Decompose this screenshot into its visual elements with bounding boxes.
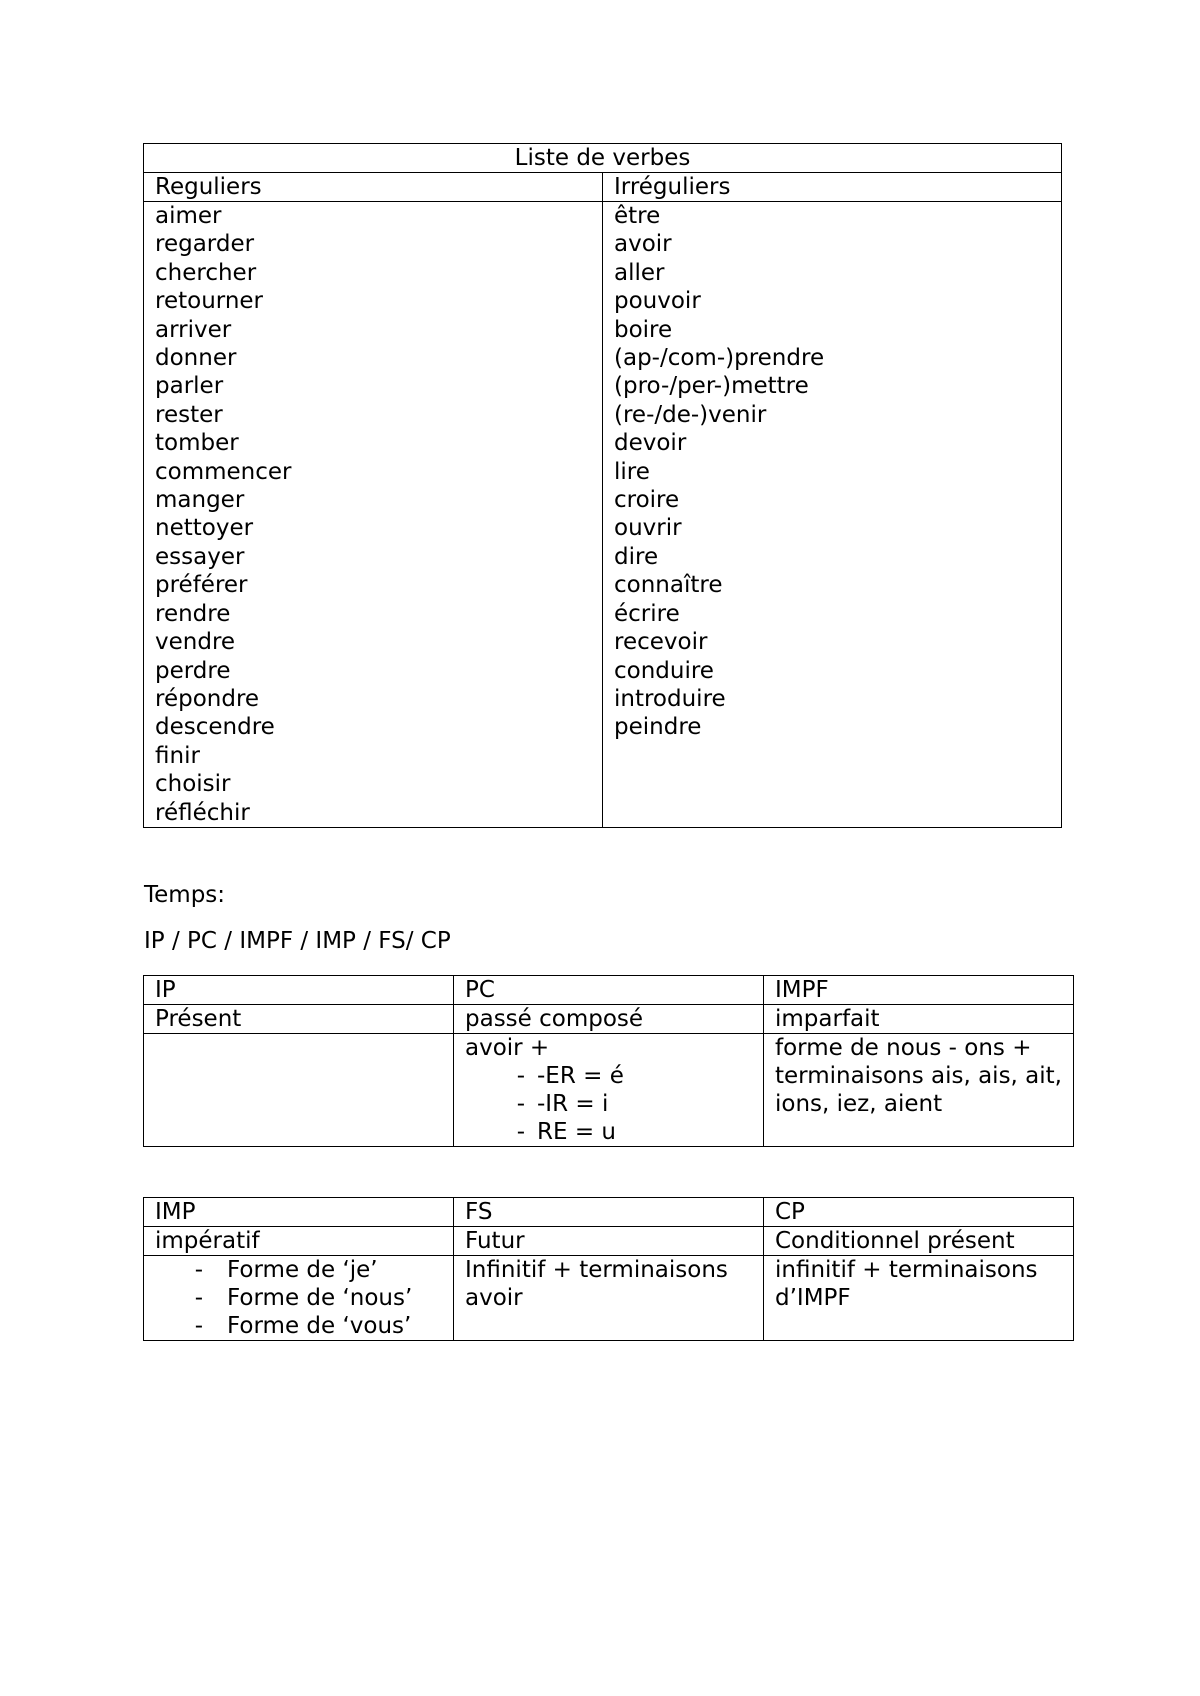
tenses-table-2 — [143, 1197, 1074, 1341]
fs-rule-cell: Infinitif + terminaisons avoir — [454, 1256, 764, 1341]
regular-verb: essayer — [155, 543, 245, 570]
ip-rule-cell — [144, 1034, 454, 1147]
regular-verb: retourner — [155, 288, 264, 315]
imp-rules-list — [155, 1256, 453, 1340]
dash-bullet: - — [194, 1257, 203, 1283]
irregular-verb: écrire — [614, 600, 680, 627]
irregular-verb: introduire — [614, 685, 726, 712]
regular-verbs-cell — [144, 202, 603, 828]
regular-verb: réfléchir — [155, 799, 250, 826]
regular-verb: rester — [155, 401, 223, 428]
regular-verb: commencer — [155, 458, 292, 485]
regular-verb: répondre — [155, 685, 260, 712]
irregular-verb: (ap-/com-)prendre — [614, 345, 825, 372]
imp-rule — [155, 1312, 453, 1340]
irregular-verbs-list — [614, 202, 1061, 742]
dash-bullet: - — [516, 1119, 525, 1145]
regular-verb: finir — [155, 742, 200, 769]
irregular-verbs-cell — [603, 202, 1062, 828]
irregular-verb: (re-/de-)venir — [614, 401, 767, 428]
tense-code-cp: CP — [764, 1198, 1074, 1227]
pc-rule-text: -IR = i — [537, 1091, 609, 1117]
tense-code-impf: IMPF — [764, 976, 1074, 1005]
imp-rule — [155, 1256, 453, 1284]
temps-codes: IP / PC / IMPF / IMP / FS/ CP — [144, 928, 451, 954]
irregular-verb: peindre — [614, 714, 702, 741]
tense-code-ip: IP — [144, 976, 454, 1005]
imp-rule — [155, 1284, 453, 1312]
tense-name-imp: impératif — [144, 1227, 454, 1256]
regular-verb: tomber — [155, 430, 239, 457]
irregular-verb: dire — [614, 543, 659, 570]
regular-verb: nettoyer — [155, 515, 254, 542]
regular-verb: chercher — [155, 259, 257, 286]
irregular-verb: boire — [614, 316, 673, 343]
tense-name-pc: passé composé — [454, 1005, 764, 1034]
dash-bullet: - — [194, 1285, 203, 1311]
irregular-verb: ouvrir — [614, 515, 682, 542]
dash-bullet: - — [194, 1313, 203, 1339]
pc-intro: avoir + — [465, 1035, 550, 1061]
regular-verb: vendre — [155, 629, 236, 656]
pc-rules-list — [465, 1062, 763, 1146]
pc-rule-text: -ER = é — [537, 1063, 624, 1089]
irregular-verb: (pro-/per-)mettre — [614, 373, 809, 400]
irregular-verb: être — [614, 203, 661, 229]
irregular-header: Irréguliers — [603, 173, 1062, 202]
cp-rule-cell: infinitif + terminaisons d’IMPF — [764, 1256, 1074, 1341]
tense-code-imp: IMP — [144, 1198, 454, 1227]
tense-name-cp: Conditionnel présent — [764, 1227, 1074, 1256]
verb-list-table — [143, 143, 1062, 828]
pc-rule — [465, 1118, 763, 1146]
pc-rule — [465, 1090, 763, 1118]
pc-rule — [465, 1062, 763, 1090]
irregular-verb: devoir — [614, 430, 687, 457]
tenses-table-1 — [143, 975, 1074, 1147]
tense-name-fs: Futur — [454, 1227, 764, 1256]
tense-name-impf: imparfait — [764, 1005, 1074, 1034]
irregular-verb: pouvoir — [614, 288, 701, 315]
regular-verb: préférer — [155, 572, 248, 599]
imp-rule-text: Forme de ‘je’ — [227, 1257, 378, 1283]
tense-code-fs: FS — [454, 1198, 764, 1227]
regular-verb: arriver — [155, 316, 232, 343]
irregular-verb: lire — [614, 458, 650, 485]
irregular-verb: aller — [614, 259, 665, 286]
irregular-verb: connaître — [614, 572, 723, 599]
irregular-verb: croire — [614, 487, 680, 514]
regular-verb: manger — [155, 487, 245, 514]
temps-label: Temps: — [144, 882, 226, 908]
dash-bullet: - — [516, 1091, 525, 1117]
imp-rule-text: Forme de ‘vous’ — [227, 1313, 412, 1339]
imp-rule-text: Forme de ‘nous’ — [227, 1285, 413, 1311]
irregular-verb: conduire — [614, 657, 714, 684]
irregular-verb: avoir — [614, 231, 672, 258]
regular-header: Reguliers — [144, 173, 603, 202]
pc-rule-text: RE = u — [537, 1119, 616, 1145]
regular-verb: aimer — [155, 203, 222, 229]
irregular-verb: recevoir — [614, 629, 708, 656]
regular-verb: regarder — [155, 231, 255, 258]
regular-verbs-list — [155, 202, 602, 827]
pc-rule-cell — [454, 1034, 764, 1147]
regular-verb: descendre — [155, 714, 275, 741]
regular-verb: choisir — [155, 771, 231, 798]
verb-list-title: Liste de verbes — [144, 144, 1062, 173]
regular-verb: parler — [155, 373, 224, 400]
regular-verb: perdre — [155, 657, 231, 684]
impf-rule-cell: forme de nous - ons + terminaisons ais, ais, ait, ions, iez, aient — [764, 1034, 1074, 1147]
imp-rule-cell — [144, 1256, 454, 1341]
dash-bullet: - — [516, 1063, 525, 1089]
tense-name-ip: Présent — [144, 1005, 454, 1034]
regular-verb: rendre — [155, 600, 231, 627]
regular-verb: donner — [155, 345, 237, 372]
tense-code-pc: PC — [454, 976, 764, 1005]
